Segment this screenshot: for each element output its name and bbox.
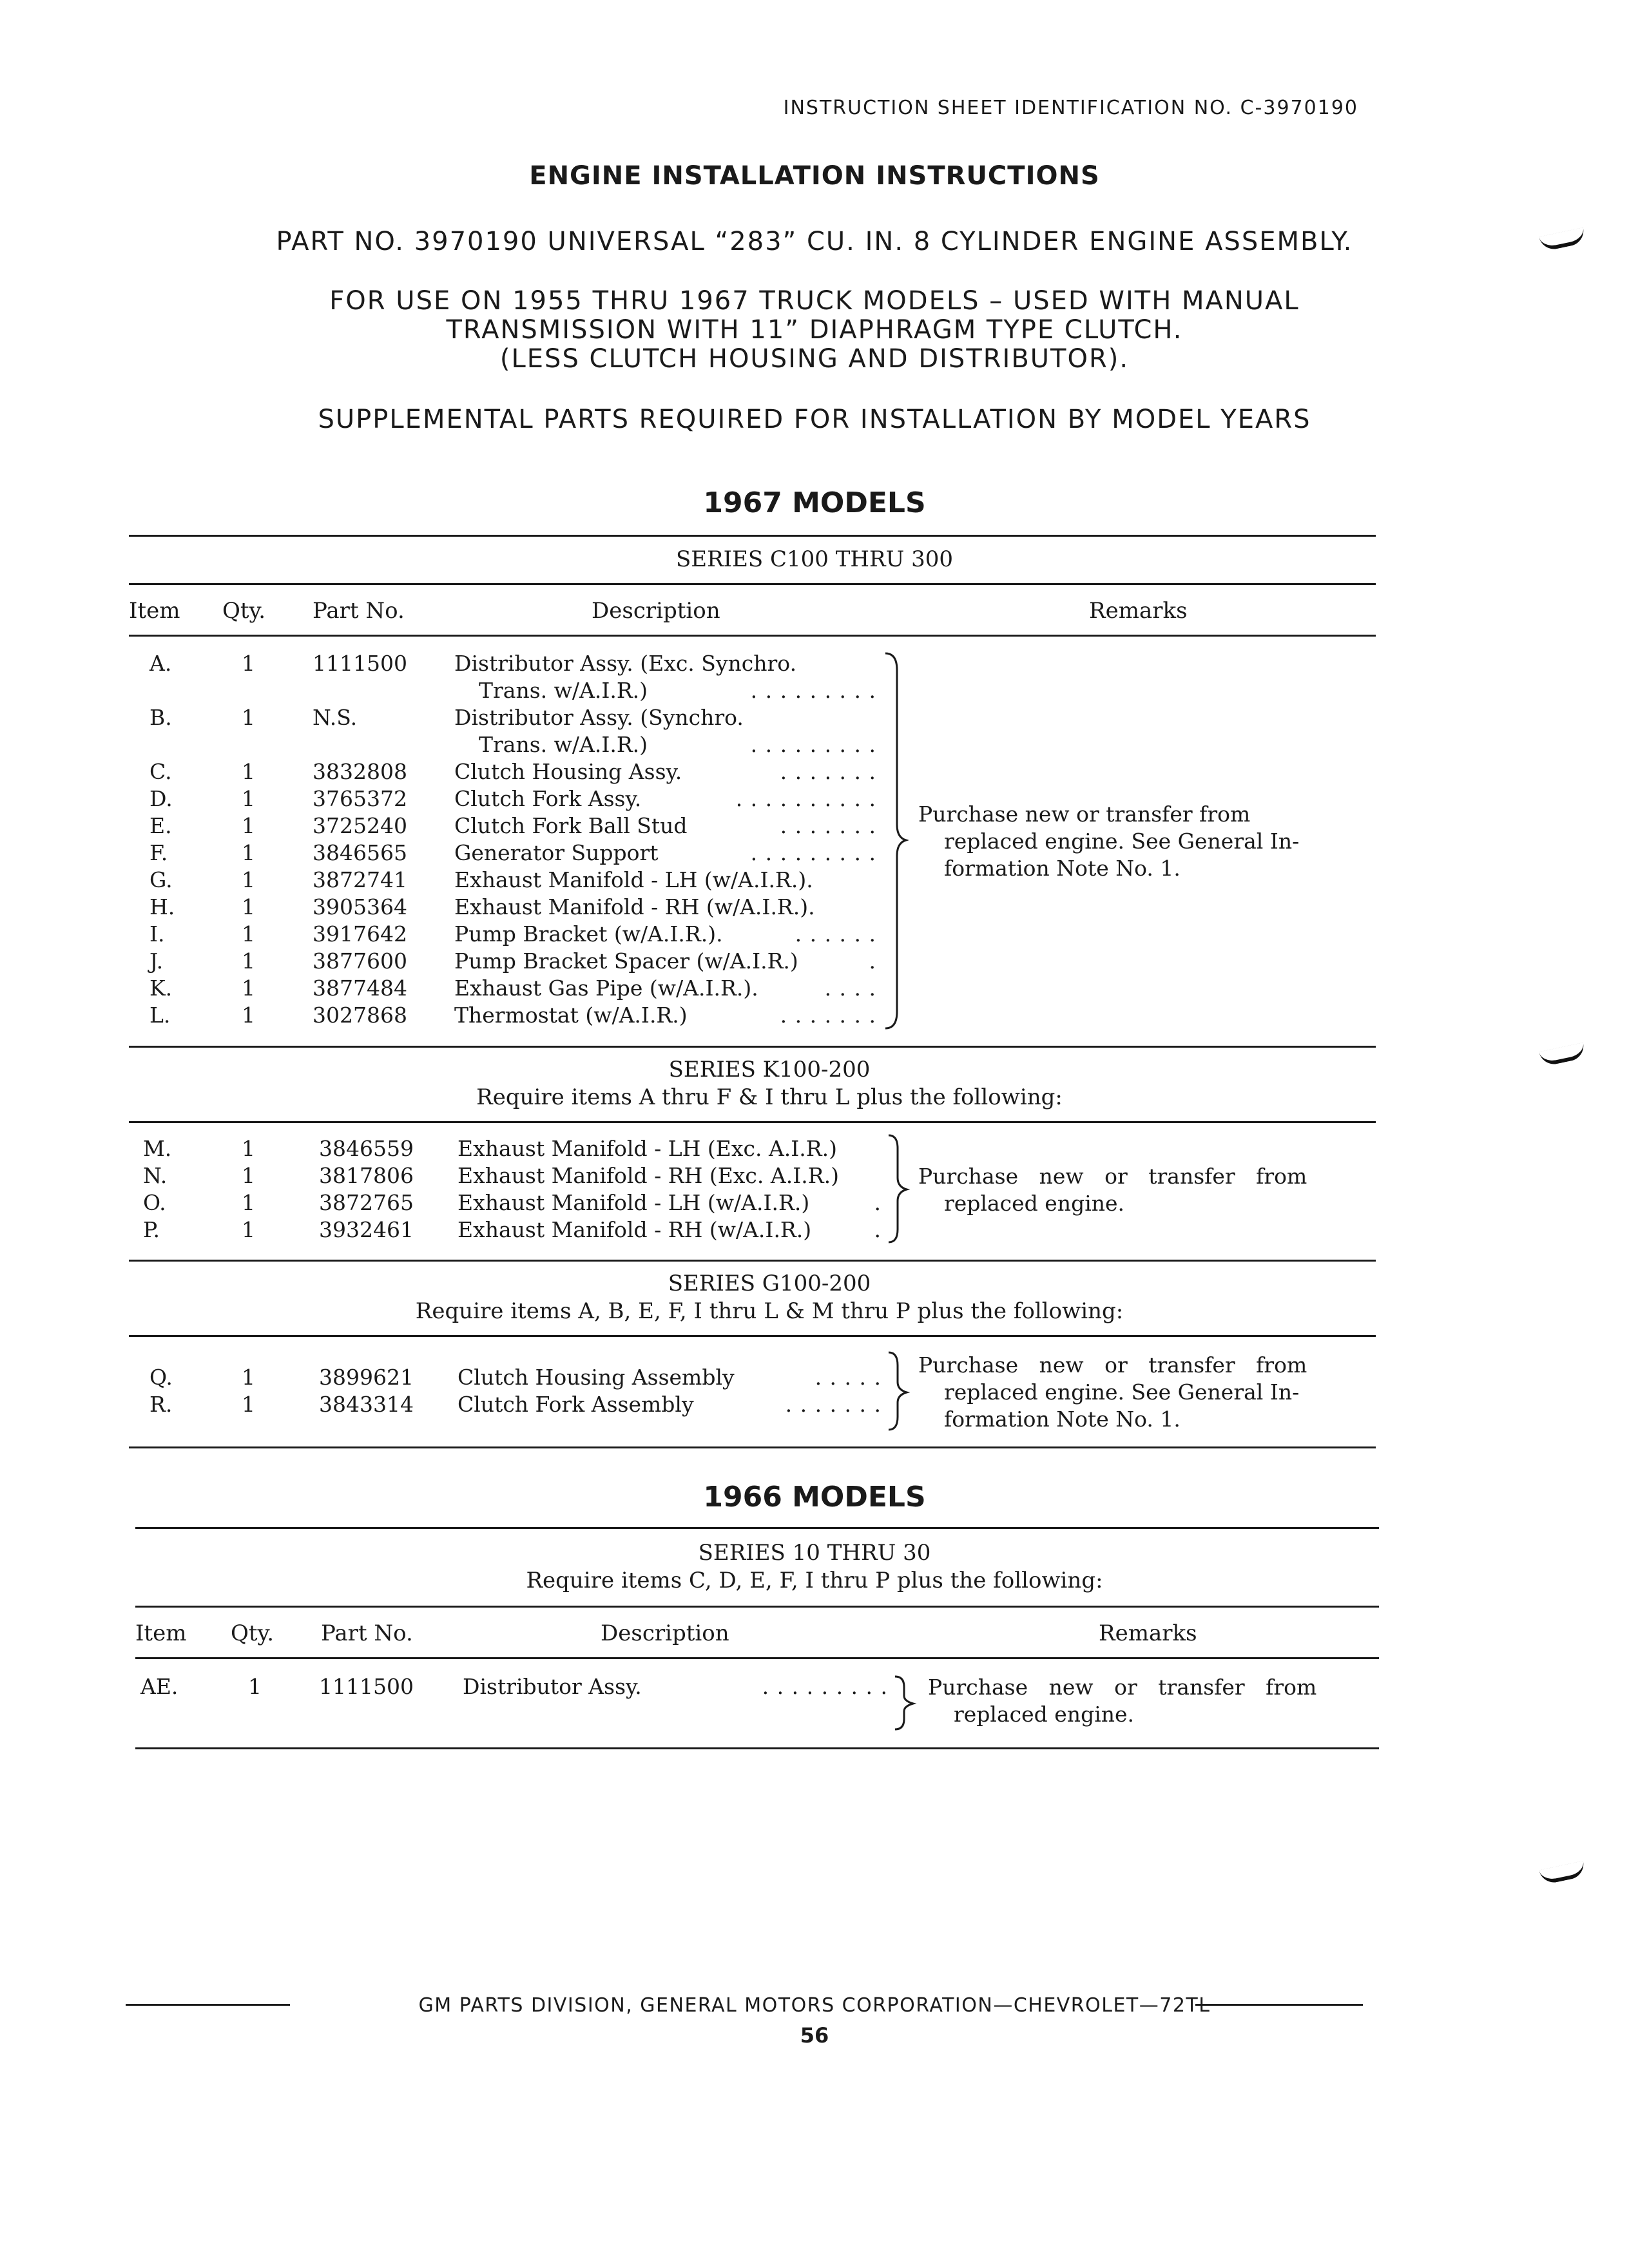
- remarks-line: Purchase new or transfer from: [918, 1164, 1307, 1189]
- col-header-remarks: Remarks: [1089, 598, 1188, 624]
- remarks-line: Purchase new or transfer from: [928, 1675, 1317, 1700]
- leader-dots: . . . . . .: [795, 921, 876, 947]
- qty-cell: 1: [242, 1136, 255, 1161]
- item-cell: A.: [149, 651, 172, 676]
- series-1966-remarks: [928, 1674, 1379, 1728]
- qty-cell: 1: [242, 705, 255, 730]
- supplemental-heading: SUPPLEMENTAL PARTS REQUIRED FOR INSTALLATION BY MODEL YEARS: [318, 405, 1311, 434]
- qty-cell: 1: [242, 948, 255, 974]
- description-cell: Exhaust Gas Pipe (w/A.I.R.).: [454, 975, 758, 1001]
- part-number-cell: 3932461: [319, 1217, 414, 1242]
- description-cell: Exhaust Manifold - LH (Exc. A.I.R.): [458, 1136, 838, 1161]
- table-row: [0, 1163, 1629, 1190]
- item-cell: G.: [149, 867, 173, 892]
- item-cell: P.: [143, 1217, 160, 1242]
- table-row: [0, 651, 1629, 678]
- remarks-line: replaced engine. See General In-: [944, 1379, 1300, 1405]
- description-cell: Distributor Assy. (Synchro.: [454, 705, 744, 730]
- qty-cell: 1: [242, 1163, 255, 1188]
- table-row: [0, 1392, 1629, 1419]
- part-number-cell: 3905364: [313, 894, 407, 919]
- item-cell: H.: [149, 894, 175, 919]
- divider: [129, 1260, 1376, 1262]
- item-cell: O.: [143, 1190, 166, 1215]
- part-number-cell: 3027868: [313, 1003, 407, 1028]
- models-1966-heading: 1966 MODELS: [703, 1481, 926, 1514]
- leader-dots: .: [874, 1217, 882, 1242]
- item-cell: F.: [149, 840, 168, 865]
- leader-dots: . . . . .: [815, 1365, 882, 1390]
- table-row: [0, 975, 1629, 1003]
- leader-dots: .: [869, 948, 876, 974]
- item-cell: N.: [143, 1163, 168, 1188]
- part-number-cell: 1111500: [319, 1674, 414, 1699]
- sheet-identification: INSTRUCTION SHEET IDENTIFICATION NO. C-3970190: [783, 97, 1358, 119]
- qty-cell: 1: [242, 651, 255, 676]
- part-number-cell: 3846559: [319, 1136, 414, 1161]
- brace-icon: [892, 1674, 918, 1732]
- brace-icon: [883, 651, 909, 1031]
- leader-dots: . . . . . . . . . .: [735, 786, 876, 811]
- description-cell: Trans. w/A.I.R.): [479, 732, 648, 757]
- item-cell: E.: [149, 813, 172, 838]
- qty-cell: 1: [242, 786, 255, 811]
- table-row: [0, 678, 1629, 705]
- leader-dots: . . . . . . .: [780, 759, 876, 784]
- qty-cell: 1: [242, 840, 255, 865]
- table-row: [0, 867, 1629, 894]
- item-cell: I.: [149, 921, 165, 947]
- models-1967-heading: 1967 MODELS: [703, 486, 926, 519]
- col-header-description: Description: [601, 1620, 729, 1646]
- table-row: [0, 759, 1629, 786]
- margin-mark: [1539, 1861, 1586, 1885]
- leader-dots: . . . .: [824, 975, 876, 1001]
- divider: [135, 1527, 1379, 1529]
- divider: [129, 1046, 1376, 1048]
- divider: [129, 1446, 1376, 1448]
- part-number-line: PART NO. 3970190 UNIVERSAL “283” CU. IN. 8 CYLINDER ENGINE ASSEMBLY.: [276, 227, 1353, 256]
- divider: [129, 535, 1376, 537]
- remarks-line: Purchase new or transfer from: [918, 1352, 1307, 1378]
- leader-dots: . . . . . . . . .: [750, 678, 876, 703]
- footer-text: GM PARTS DIVISION, GENERAL MOTORS CORPORATION—CHEVROLET—72TL: [418, 1994, 1211, 2017]
- qty-cell: 1: [242, 813, 255, 838]
- description-cell: Thermostat (w/A.I.R.): [454, 1003, 688, 1028]
- col-header-qty: Qty.: [222, 598, 266, 624]
- description-cell: Exhaust Manifold - RH (Exc. A.I.R.): [458, 1163, 839, 1188]
- series-k-requirement: Require items A thru F & I thru L plus the following:: [476, 1084, 1063, 1110]
- remarks-line: replaced engine. See General In-: [944, 829, 1300, 854]
- qty-cell: 1: [248, 1674, 262, 1699]
- description-cell: Exhaust Manifold - LH (w/A.I.R.): [458, 1190, 810, 1215]
- item-cell: K.: [149, 975, 173, 1001]
- brace-icon: [886, 1350, 912, 1434]
- remarks-line: formation Note No. 1.: [944, 1407, 1181, 1432]
- part-number-cell: 3877484: [313, 975, 407, 1001]
- item-cell: J.: [149, 948, 164, 974]
- divider: [129, 1121, 1376, 1123]
- table-row: [0, 786, 1629, 813]
- description-cell: Clutch Fork Assy.: [454, 786, 642, 811]
- part-number-cell: N.S.: [313, 705, 358, 730]
- document-title: ENGINE INSTALLATION INSTRUCTIONS: [529, 161, 1100, 191]
- table-row: [0, 921, 1629, 948]
- series-1966-title: SERIES 10 THRU 30: [698, 1540, 931, 1566]
- series-1966-requirement: Require items C, D, E, F, I thru P plus the following:: [526, 1568, 1103, 1593]
- part-number-cell: 3877600: [313, 948, 407, 974]
- description-cell: Exhaust Manifold - RH (w/A.I.R.): [458, 1217, 812, 1242]
- description-cell: Clutch Fork Ball Stud: [454, 813, 688, 838]
- remarks-line: replaced engine.: [954, 1702, 1135, 1727]
- qty-cell: 1: [242, 867, 255, 892]
- leader-dots: . . . . . . .: [780, 1003, 876, 1028]
- divider: [135, 1606, 1379, 1608]
- part-number-cell: 3817806: [319, 1163, 414, 1188]
- divider: [135, 1657, 1379, 1659]
- series-c-remarks: [918, 801, 1369, 882]
- qty-cell: 1: [242, 1392, 255, 1417]
- remarks-line: replaced engine.: [944, 1191, 1125, 1216]
- qty-cell: 1: [242, 1365, 255, 1390]
- description-cell: Distributor Assy. (Exc. Synchro.: [454, 651, 797, 676]
- description-cell: Exhaust Manifold - LH (w/A.I.R.).: [454, 867, 813, 892]
- part-number-cell: 3765372: [313, 786, 407, 811]
- divider: [135, 1747, 1379, 1749]
- part-number-cell: 3899621: [319, 1365, 414, 1390]
- description-cell: Pump Bracket (w/A.I.R.).: [454, 921, 723, 947]
- item-cell: L.: [149, 1003, 171, 1028]
- description-cell: Distributor Assy.: [463, 1674, 642, 1699]
- part-number-cell: 3846565: [313, 840, 407, 865]
- description-cell: Clutch Housing Assembly: [458, 1365, 735, 1390]
- table-row: [0, 1003, 1629, 1030]
- col-header-part-no: Part No.: [313, 598, 405, 624]
- table-row: [0, 1190, 1629, 1217]
- table-row: [0, 1136, 1629, 1163]
- part-number-cell: 3725240: [313, 813, 407, 838]
- divider: [129, 635, 1376, 637]
- leader-dots: . . . . . . .: [785, 1392, 882, 1417]
- table-row: [0, 732, 1629, 759]
- description-cell: Exhaust Manifold - RH (w/A.I.R.).: [454, 894, 815, 919]
- qty-cell: 1: [242, 759, 255, 784]
- page-number: 56: [800, 2023, 829, 2048]
- remarks-word: Purchase new or transfer from: [918, 802, 1251, 827]
- item-cell: D.: [149, 786, 173, 811]
- leader-dots: . . . . . . . . .: [750, 840, 876, 865]
- qty-cell: 1: [242, 921, 255, 947]
- part-number-cell: 3917642: [313, 921, 407, 947]
- qty-cell: 1: [242, 1003, 255, 1028]
- series-g-title: SERIES G100-200: [668, 1271, 871, 1296]
- series-g-requirement: Require items A, B, E, F, I thru L & M thru P plus the following:: [415, 1298, 1124, 1324]
- col-header-part-no: Part No.: [321, 1620, 413, 1646]
- description-cell: Clutch Housing Assy.: [454, 759, 682, 784]
- item-cell: R.: [149, 1392, 173, 1417]
- description-cell: Trans. w/A.I.R.): [479, 678, 648, 703]
- part-number-cell: 3872741: [313, 867, 407, 892]
- table-row: [0, 894, 1629, 921]
- part-number-cell: 3832808: [313, 759, 407, 784]
- series-c-title: SERIES C100 THRU 300: [675, 546, 954, 572]
- description-cell: Pump Bracket Spacer (w/A.I.R.): [454, 948, 798, 974]
- leader-dots: . . . . . . . . .: [750, 732, 876, 757]
- series-k-remarks: [918, 1163, 1369, 1217]
- qty-cell: 1: [242, 894, 255, 919]
- usage-line-2: TRANSMISSION WITH 11” DIAPHRAGM TYPE CLUTCH.: [446, 315, 1183, 345]
- col-header-remarks: Remarks: [1099, 1620, 1197, 1646]
- item-cell: C.: [149, 759, 172, 784]
- item-cell: Q.: [149, 1365, 173, 1390]
- table-row: [0, 1217, 1629, 1244]
- item-cell: AE.: [140, 1674, 178, 1699]
- footer-rule-right: [1195, 2004, 1363, 2006]
- leader-dots: . . . . . . . . .: [762, 1674, 888, 1699]
- divider: [129, 1335, 1376, 1337]
- series-g-remarks: [918, 1352, 1369, 1433]
- usage-line-3: (LESS CLUTCH HOUSING AND DISTRIBUTOR).: [499, 344, 1130, 374]
- divider: [129, 583, 1376, 585]
- table-row: [0, 948, 1629, 975]
- qty-cell: 1: [242, 1190, 255, 1215]
- col-header-qty: Qty.: [231, 1620, 275, 1646]
- col-header-description: Description: [592, 598, 720, 624]
- leader-dots: .: [874, 1190, 882, 1215]
- table-row: [0, 840, 1629, 867]
- item-cell: B.: [149, 705, 172, 730]
- leader-dots: . . . . . . .: [780, 813, 876, 838]
- description-cell: Clutch Fork Assembly: [458, 1392, 694, 1417]
- col-header-item: Item: [129, 598, 180, 624]
- table-row: [0, 813, 1629, 840]
- col-header-item: Item: [135, 1620, 187, 1646]
- brace-icon: [886, 1133, 912, 1245]
- part-number-cell: 3872765: [319, 1190, 414, 1215]
- item-cell: M.: [143, 1136, 172, 1161]
- table-row: [0, 1365, 1629, 1392]
- part-number-cell: 3843314: [319, 1392, 414, 1417]
- series-k-title: SERIES K100-200: [668, 1057, 871, 1082]
- usage-line-1: FOR USE ON 1955 THRU 1967 TRUCK MODELS – USED WITH MANUAL: [329, 286, 1300, 316]
- remarks-line: formation Note No. 1.: [944, 856, 1181, 881]
- table-row: [0, 705, 1629, 732]
- description-cell: Generator Support: [454, 840, 659, 865]
- part-number-cell: 1111500: [313, 651, 407, 676]
- qty-cell: 1: [242, 975, 255, 1001]
- table-row: [0, 1674, 1629, 1701]
- qty-cell: 1: [242, 1217, 255, 1242]
